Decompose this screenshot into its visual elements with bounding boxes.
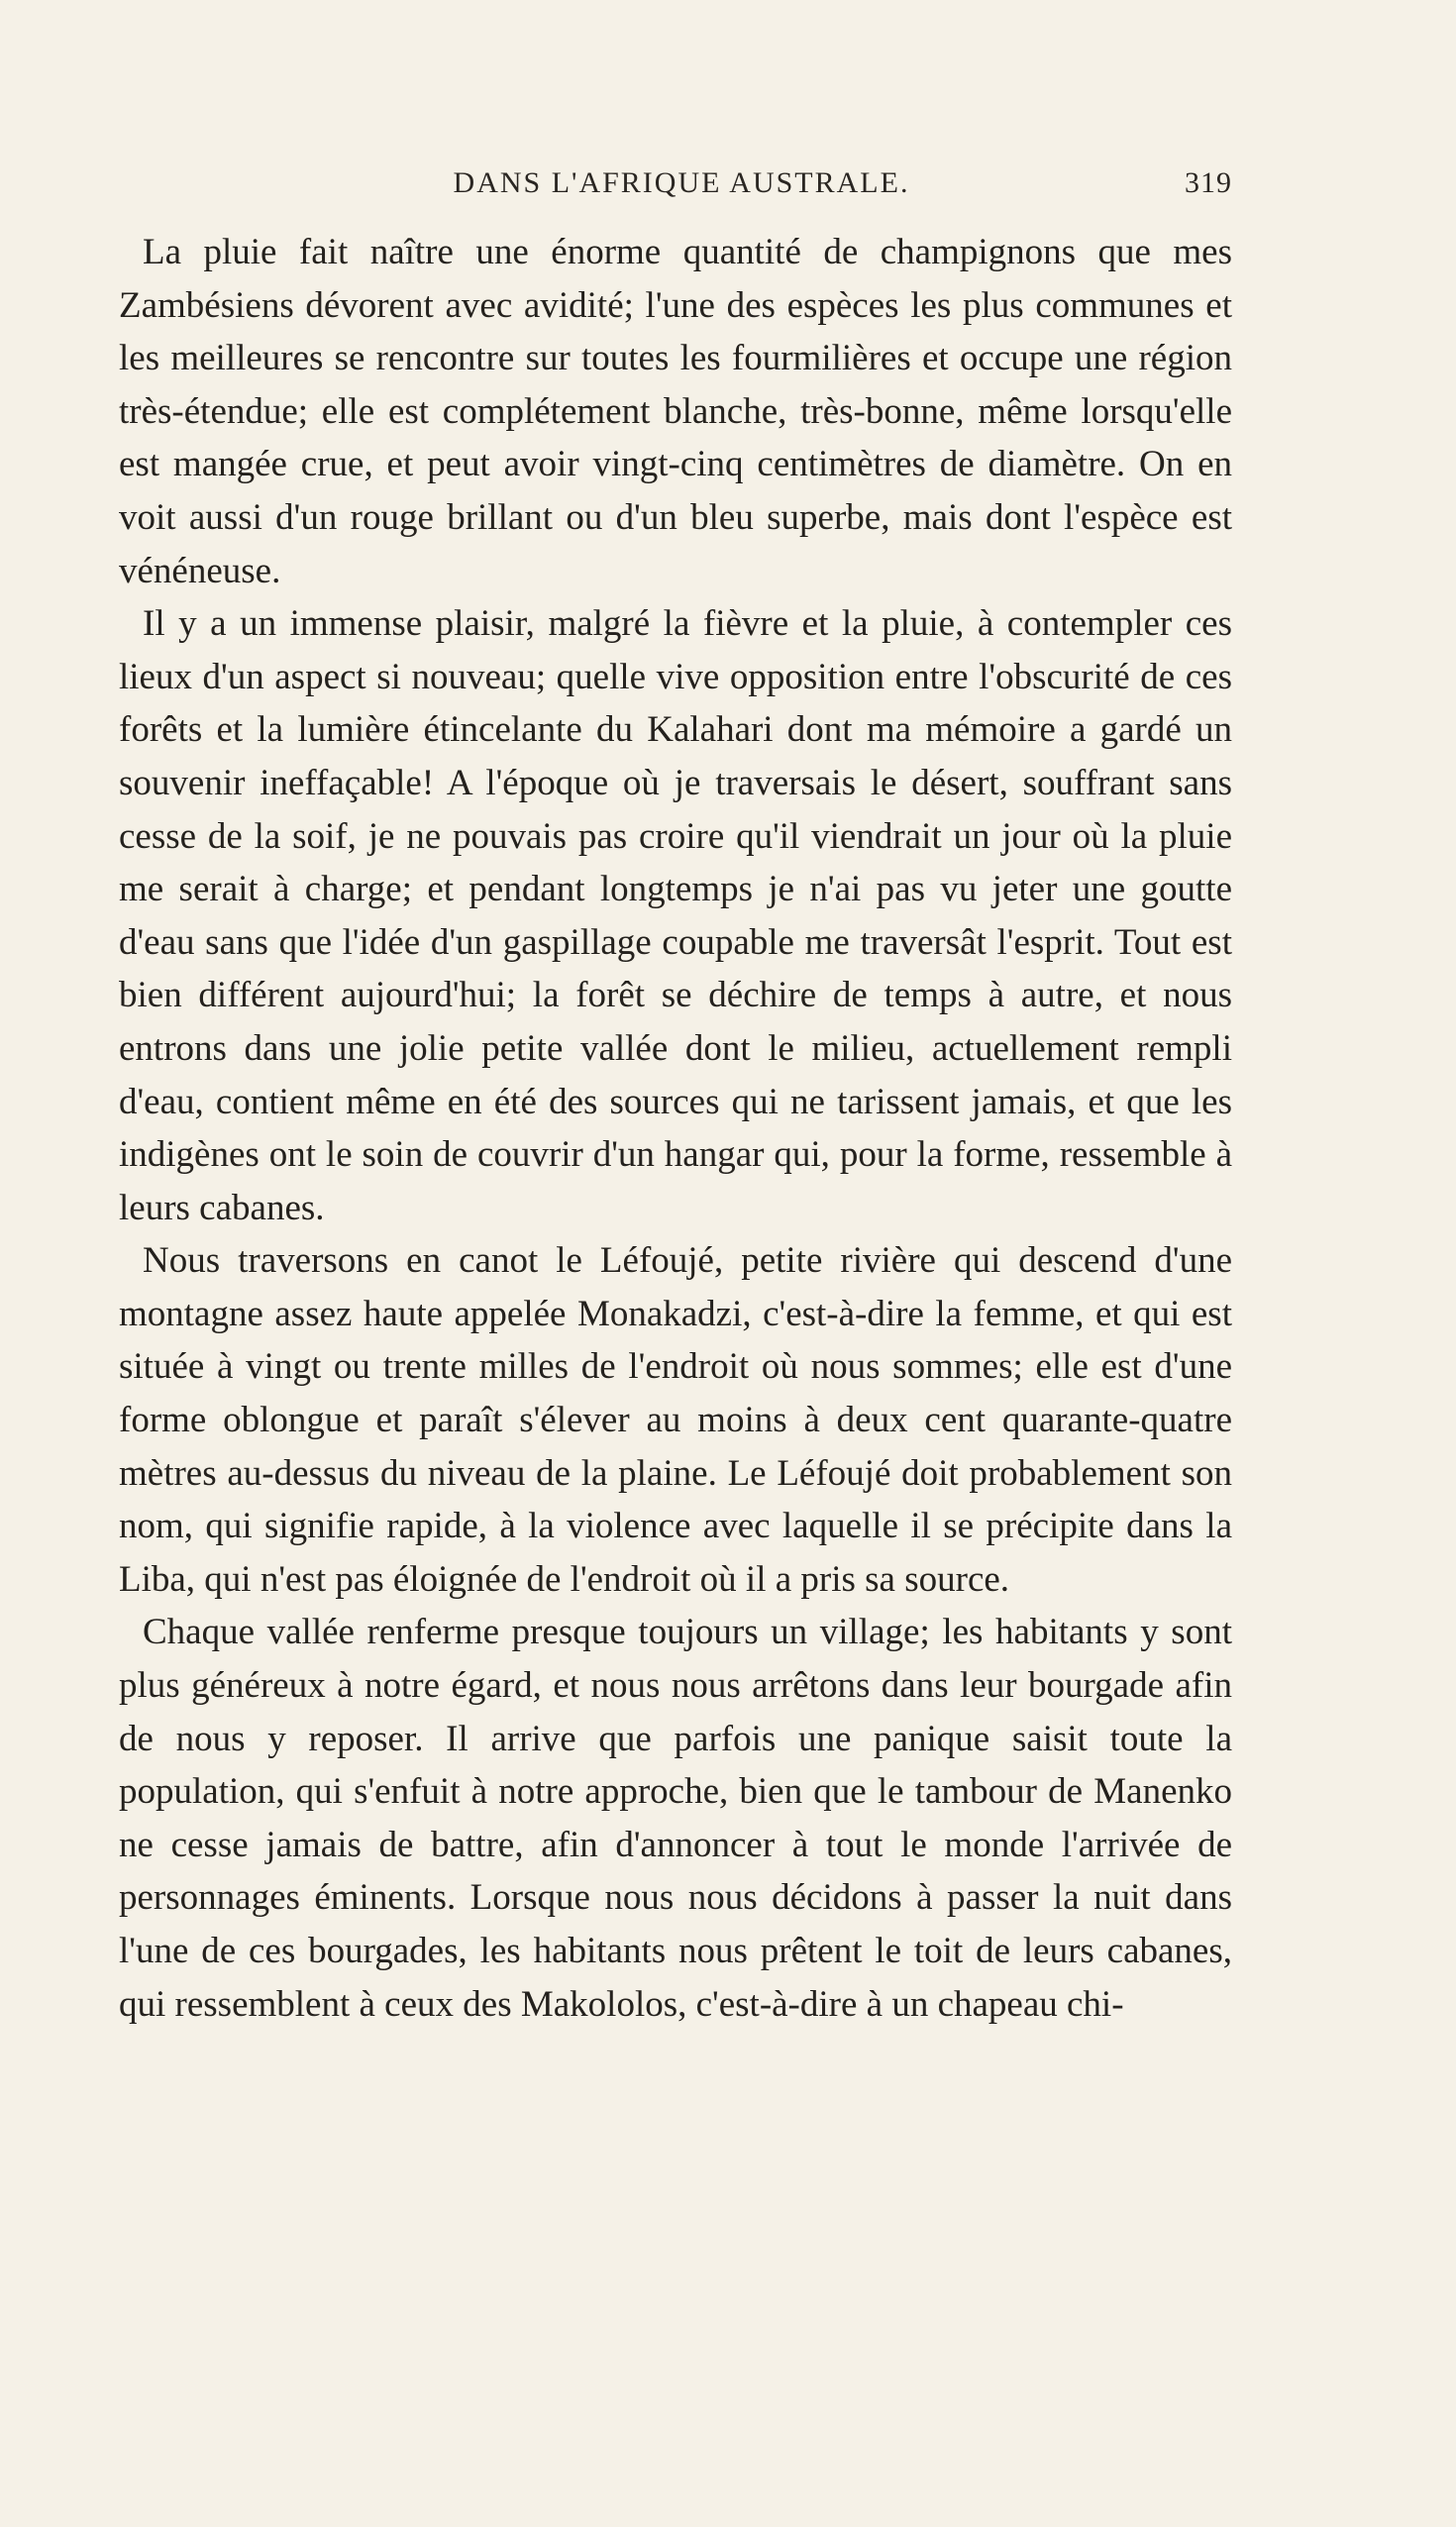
page-number: 319	[1185, 166, 1232, 199]
paragraph-1: La pluie fait naître une énorme quantité de champignons que mes Zambésiens dévorent avec avidité; l'une des espèces les plus communes et les meilleures se rencontre sur toutes les fourmilières et occupe une région très-étendue; elle est complétement blanche, très-bonne, même lorsqu'elle est mangée crue, et peut avoir vingt-cinq centimètres de diamètre. On en voit aussi d'un rouge brillant ou d'un bleu superbe, mais dont l'espèce est vénéneuse.	[119, 232, 1232, 591]
paragraph-2: Il y a un immense plaisir, malgré la fièvre et la pluie, à contempler ces lieux d'un aspect si nouveau; quelle vive opposition entre l'obscurité de ces forêts et la lumière étincelante du Kalahari dont ma mémoire a gardé un souvenir ineffaçable! A l'époque où je traversais le désert, souffrant sans cesse de la soif, je ne pouvais pas croire qu'il viendrait un jour où la pluie me serait à charge; et pendant longtemps je n'ai pas vu jeter une goutte d'eau sans que l'idée d'un gaspillage coupable me traversât l'esprit. Tout est bien différent aujourd'hui; la forêt se déchire de temps à autre, et nous entrons dans une jolie petite vallée dont le milieu, actuellement rempli d'eau, contient même en été des sources qui ne tarissent jamais, et que les indigènes ont le soin de couvrir d'un hangar qui, pour la forme, ressemble à leurs cabanes.	[119, 603, 1232, 1228]
paragraph-3: Nous traversons en canot le Léfoujé, petite rivière qui descend d'une montagne assez haute appelée Monakadzi, c'est-à-dire la femme, et qui est située à vingt ou trente milles de l'endroit où nous sommes; elle est d'une forme oblongue et paraît s'élever au moins à deux cent quarante-quatre mètres au-dessus du niveau de la plaine. Le Léfoujé doit probablement son nom, qui signifie rapide, à la violence avec laquelle il se précipite dans la Liba, qui n'est pas éloignée de l'endroit où il a pris sa source.	[119, 1240, 1232, 1600]
body-text	[119, 226, 1232, 2031]
running-head	[131, 166, 1232, 210]
paragraph-4: Chaque vallée renferme presque toujours un village; les habitants y sont plus généreux à notre égard, et nous nous arrêtons dans leur bourgade afin de nous y reposer. Il arrive que parfois une panique saisit toute la population, qui s'enfuit à notre approche, bien que le tambour de Manenko ne cesse jamais de battre, afin d'annoncer à tout le monde l'arrivée de personnages éminents. Lorsque nous nous décidons à passer la nuit dans l'une de ces bourgades, les habitants nous prêtent le toit de leurs cabanes, qui ressemblent à ceux des Makololos, c'est-à-dire à un chapeau chi-	[119, 1612, 1232, 2025]
running-title: DANS L'AFRIQUE AUSTRALE.	[453, 166, 910, 199]
